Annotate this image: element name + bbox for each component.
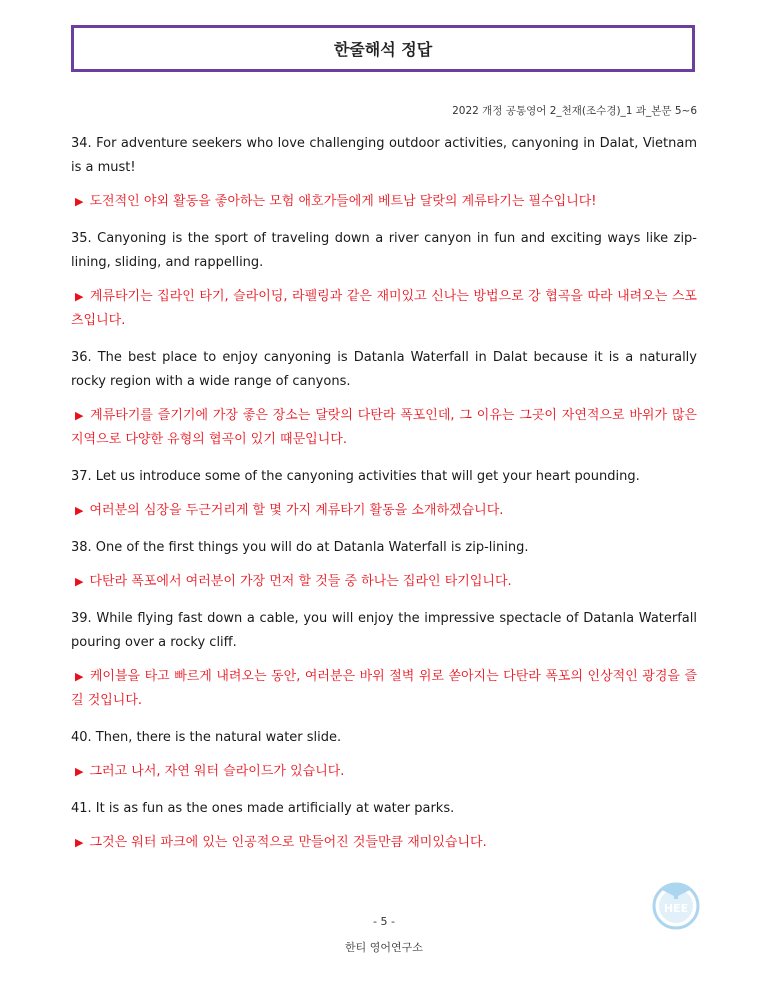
title-box [71, 25, 695, 72]
translation-item [71, 132, 697, 214]
translation-item [71, 227, 697, 333]
korean-text: 계류타기는 집라인 타기, 슬라이딩, 라펠링과 같은 재미있고 신나는 방법으로 강 협곡을 따라 내려오는 스포츠입니다. [71, 289, 697, 328]
english-sentence: 40. Then, there is the natural water slide. [71, 730, 342, 745]
english-sentence: 39. While flying fast down a cable, you will enjoy the impressive spectacle of Datanla Waterfall pouring over a rocky cliff. [71, 611, 697, 650]
translation-item [71, 346, 697, 452]
arrow-icon: ▶ [75, 195, 84, 208]
page-title: 한줄해석 정답 [333, 40, 433, 59]
english-sentence: 38. One of the first things you will do at Datanla Waterfall is zip-lining. [71, 540, 529, 555]
translation-item [71, 465, 697, 523]
arrow-icon: ▶ [75, 575, 84, 588]
korean-text: 여러분의 심장을 두근거리게 할 몇 가지 계류타기 활동을 소개하겠습니다. [89, 503, 504, 518]
arrow-icon: ▶ [75, 504, 84, 517]
korean-translation [71, 190, 697, 214]
source-label: 2022 개정 공통영어 2_천재(조수경)_1 과_본문 5~6 [452, 105, 697, 117]
english-sentence: 37. Let us introduce some of the canyoning activities that will get your heart pounding. [71, 469, 640, 484]
footer-organization: 한티 영어연구소 [345, 941, 423, 954]
korean-translation [71, 285, 697, 333]
english-sentence: 41. It is as fun as the ones made artificially at water parks. [71, 801, 455, 816]
english-sentence: 35. Canyoning is the sport of traveling down a river canyon in fun and exciting ways like zip-lining, sliding, and rappelling. [71, 231, 697, 270]
translation-item [71, 607, 697, 713]
korean-text: 다탄라 폭포에서 여러분이 가장 먼저 할 것들 중 하나는 집라인 타기입니다. [89, 574, 512, 589]
arrow-icon: ▶ [75, 670, 84, 683]
korean-translation [71, 499, 697, 523]
korean-text: 케이블을 타고 빠르게 내려오는 동안, 여러분은 바위 절벽 위로 쏟아지는 다탄라 폭포의 인상적인 광경을 즐길 것입니다. [71, 669, 698, 708]
korean-text: 계류타기를 즐기기에 가장 좋은 장소는 달랏의 다탄라 폭포인데, 그 이유는 그곳이 자연적으로 바위가 많은 지역으로 다양한 유형의 협곡이 있기 때문입니다. [71, 408, 697, 447]
korean-text: 그것은 워터 파크에 있는 인공적으로 만들어진 것들만큼 재미있습니다. [89, 835, 487, 850]
korean-translation [71, 665, 697, 713]
arrow-icon: ▶ [75, 836, 84, 849]
korean-translation [71, 404, 697, 452]
korean-text: 그러고 나서, 자연 워터 슬라이드가 있습니다. [89, 764, 345, 779]
translation-item [71, 536, 697, 594]
arrow-icon: ▶ [75, 290, 84, 303]
translation-item [71, 797, 697, 855]
english-sentence: 34. For adventure seekers who love challenging outdoor activities, canyoning in Dalat, Vietnam is a must! [71, 136, 697, 175]
arrow-icon: ▶ [75, 409, 85, 422]
arrow-icon: ▶ [75, 765, 84, 778]
logo-text: HEE [663, 902, 689, 915]
korean-translation [71, 570, 697, 594]
page-number: - 5 - [373, 915, 395, 928]
korean-translation [71, 831, 697, 855]
english-sentence: 36. The best place to enjoy canyoning is Datanla Waterfall in Dalat because it is a naturally rocky region with a wide range of canyons. [71, 350, 697, 389]
korean-text: 도전적인 야외 활동을 좋아하는 모험 애호가들에게 베트남 달랏의 계류타기는 필수입니다! [89, 194, 597, 209]
korean-translation [71, 760, 697, 784]
translation-item [71, 726, 697, 784]
translation-list [71, 132, 697, 868]
